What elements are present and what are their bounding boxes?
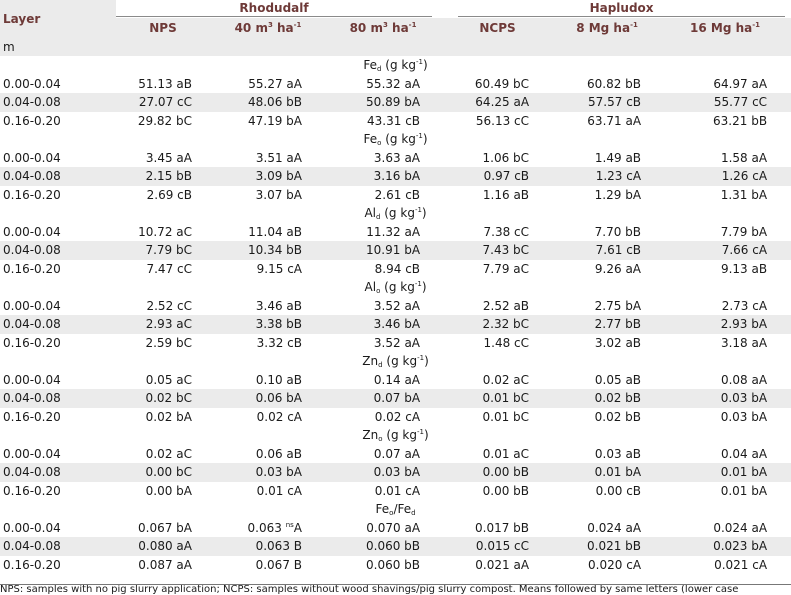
value-cell: 0.00 bB <box>482 483 530 498</box>
value-cell: 0.02 bB <box>594 409 642 424</box>
value-cell: 3.46 aB <box>255 298 302 313</box>
section-title: $Fe_o/Fe_d$ <box>375 502 416 518</box>
section-header-row <box>0 352 791 371</box>
value-cell: 0.00 bA <box>145 483 192 498</box>
value-cell: 3.02 aB <box>594 335 642 350</box>
section-title: $Zn_d$ (g $kg^{-1}$) <box>362 354 429 370</box>
value-cell: 0.00 bC <box>116 463 216 482</box>
value-cell: 0.01 cA <box>256 483 302 498</box>
value-cell: 2.93 bA <box>665 315 791 334</box>
value-cell: 0.00 cB <box>595 483 642 498</box>
value-cell: 60.49 bC <box>474 76 530 91</box>
table-row <box>0 334 791 353</box>
value-cell: 3.38 bB <box>216 315 326 334</box>
value-cell: 60.82 bB <box>587 76 642 91</box>
value-cell: 55.27 aA <box>248 76 302 91</box>
value-cell: 0.02 bB <box>555 389 665 408</box>
value-cell: 3.52 aA <box>373 298 421 313</box>
value-cell: 55.77 cC <box>665 93 791 112</box>
value-cell: 0.087 aA <box>138 557 192 572</box>
value-cell: 0.023 bA <box>665 537 791 556</box>
value-cell: 57.57 cB <box>555 93 665 112</box>
value-cell: 0.024 aA <box>713 520 768 535</box>
table-row <box>0 537 791 556</box>
value-cell: 56.13 cC <box>475 113 530 128</box>
value-cell: 0.060 bB <box>326 537 446 556</box>
value-cell: 0.01 bA <box>720 483 768 498</box>
layer-column-header: Layer <box>0 0 116 38</box>
value-cell: 0.97 cB <box>446 167 555 186</box>
value-cell: 0.080 aA <box>116 537 216 556</box>
value-cell: 7.43 bC <box>446 241 555 260</box>
value-cell: 1.58 aA <box>720 150 768 165</box>
value-cell: 3.32 cB <box>256 335 302 350</box>
value-cell: 48.06 bB <box>216 93 326 112</box>
value-cell: 29.82 bC <box>137 113 192 128</box>
hapludox-group-header: Hapludox <box>446 0 791 18</box>
table-row <box>0 93 791 112</box>
layer-cell: 0.04-0.08 <box>0 389 116 408</box>
value-cell: 0.01 bC <box>482 409 530 424</box>
layer-cell: 0.16-0.20 <box>3 557 61 572</box>
value-cell: 3.63 aA <box>373 150 421 165</box>
table-row <box>0 223 791 242</box>
value-cell: 63.21 bB <box>713 113 768 128</box>
value-cell: 0.03 aB <box>594 446 642 461</box>
value-cell: 0.08 aA <box>720 372 768 387</box>
value-cell: 0.06 bA <box>216 389 326 408</box>
value-cell: 0.07 aA <box>373 446 421 461</box>
value-cell: 2.52 aB <box>482 298 530 313</box>
column-header-80-m3: 80 $m^3$ $ha^{-1}$ <box>326 18 446 38</box>
section-header-row <box>0 204 791 223</box>
value-cell: 0.067 bA <box>138 520 192 535</box>
layer-cell: 0.04-0.08 <box>0 463 116 482</box>
value-cell: 0.017 bB <box>475 520 530 535</box>
value-cell: 10.91 bA <box>326 241 446 260</box>
value-cell: 10.34 bB <box>216 241 326 260</box>
value-cell: 0.02 bC <box>116 389 216 408</box>
section-header-row <box>0 56 791 75</box>
value-cell: 0.03 bA <box>720 409 768 424</box>
section-header-row <box>0 426 791 445</box>
value-cell: 1.31 bA <box>720 187 768 202</box>
value-cell: 9.15 cA <box>256 261 302 276</box>
layer-cell: 0.04-0.08 <box>0 241 116 260</box>
value-cell: 1.48 cC <box>483 335 530 350</box>
value-cell: 7.61 cB <box>555 241 665 260</box>
value-cell: 1.49 aB <box>594 150 642 165</box>
layer-cell: 0.00-0.04 <box>3 446 61 461</box>
value-cell: 0.01 bA <box>555 463 665 482</box>
value-cell: 0.05 aC <box>145 372 192 387</box>
value-cell: 0.03 bA <box>665 389 791 408</box>
section-title: $Al_d$ (g $kg^{-1}$) <box>364 206 427 222</box>
value-cell: 0.063 $^{ns}$A <box>247 520 302 535</box>
value-cell: 0.14 aA <box>373 372 421 387</box>
layer-cell: 0.00-0.04 <box>3 224 61 239</box>
value-cell: 0.070 aA <box>366 520 421 535</box>
value-cell: 3.51 aA <box>255 150 302 165</box>
value-cell: 0.01 cA <box>374 483 421 498</box>
layer-cell: 0.00-0.04 <box>3 520 61 535</box>
ns-marker: ns <box>285 520 294 529</box>
layer-cell: 0.16-0.20 <box>3 113 61 128</box>
table-row <box>0 149 791 168</box>
rhodudalf-group-header: Rhodudalf <box>116 0 446 18</box>
value-cell: 1.06 bC <box>482 150 530 165</box>
section-header-row <box>0 130 791 149</box>
value-cell: 0.02 aC <box>482 372 530 387</box>
table-footnote: NPS: samples with no pig slurry application; NCPS: samples without wood shavings/pig slurry compost. Means followed by same letters (lower case <box>0 584 791 595</box>
value-cell: 0.021 cA <box>714 557 768 572</box>
value-cell: 1.29 bA <box>594 187 642 202</box>
value-cell: 0.021 aA <box>475 557 530 572</box>
value-cell: 50.89 bA <box>326 93 446 112</box>
value-cell: 0.020 cA <box>588 557 642 572</box>
value-cell: 0.021 bB <box>555 537 665 556</box>
value-cell: 7.70 bB <box>594 224 642 239</box>
value-cell: 3.45 aA <box>145 150 192 165</box>
table-row <box>0 519 791 538</box>
value-cell: 55.32 aA <box>366 76 421 91</box>
table-header <box>0 0 791 38</box>
value-cell: 0.03 bA <box>216 463 326 482</box>
value-cell: 0.015 cC <box>446 537 555 556</box>
value-cell: 47.19 bA <box>248 113 302 128</box>
value-cell: 0.10 aB <box>255 372 302 387</box>
table-row <box>0 445 791 464</box>
value-cell: 0.04 aA <box>720 446 768 461</box>
value-cell: 0.02 cA <box>256 409 302 424</box>
value-cell: 2.52 cC <box>146 298 192 313</box>
layer-cell: 0.00-0.04 <box>3 76 61 91</box>
table-row <box>0 371 791 390</box>
depth-unit-label: m <box>0 38 791 56</box>
layer-cell: 0.16-0.20 <box>3 483 61 498</box>
value-cell: 3.16 bA <box>326 167 446 186</box>
value-cell: 2.15 bB <box>116 167 216 186</box>
value-cell: 27.07 cC <box>116 93 216 112</box>
table-row <box>0 75 791 94</box>
layer-cell: 0.16-0.20 <box>3 187 61 202</box>
value-cell: 43.31 cB <box>367 113 421 128</box>
value-cell: 0.03 bA <box>326 463 446 482</box>
value-cell: 0.024 aA <box>587 520 642 535</box>
layer-cell: 0.00-0.04 <box>3 150 61 165</box>
layer-cell: 0.04-0.08 <box>0 537 116 556</box>
value-cell: 7.38 cC <box>483 224 530 239</box>
value-cell: 0.01 bC <box>446 389 555 408</box>
value-cell: 7.47 cC <box>146 261 192 276</box>
layer-cell: 0.04-0.08 <box>0 93 116 112</box>
value-cell: 3.52 aA <box>373 335 421 350</box>
value-cell: 8.94 cB <box>374 261 421 276</box>
table-row <box>0 186 791 205</box>
section-title: $Al_o$ (g $kg^{-1}$) <box>364 280 427 296</box>
value-cell: 0.01 aC <box>482 446 530 461</box>
value-cell: 2.61 cB <box>374 187 421 202</box>
value-cell: 11.04 aB <box>248 224 302 239</box>
value-cell: 0.00 bB <box>446 463 555 482</box>
value-cell: 2.93 aC <box>116 315 216 334</box>
value-cell: 1.23 cA <box>555 167 665 186</box>
section-header-row <box>0 500 791 519</box>
value-cell: 7.79 aC <box>482 261 530 276</box>
value-cell: 63.71 aA <box>587 113 642 128</box>
table-row <box>0 297 791 316</box>
value-cell: 0.06 aB <box>255 446 302 461</box>
value-cell: 7.66 cA <box>665 241 791 260</box>
value-cell: 9.26 aA <box>594 261 642 276</box>
value-cell: 1.16 aB <box>482 187 530 202</box>
value-cell: 0.02 cA <box>374 409 421 424</box>
table-row <box>0 241 791 260</box>
value-cell: 0.01 bA <box>665 463 791 482</box>
column-header-nps: NPS <box>116 18 216 38</box>
value-cell: 64.97 aA <box>713 76 768 91</box>
value-cell: 3.07 bA <box>255 187 302 202</box>
value-cell: 0.060 bB <box>366 557 421 572</box>
column-header-ncps: NCPS <box>446 18 555 38</box>
table-row <box>0 408 791 427</box>
value-cell: 0.02 aC <box>145 446 192 461</box>
value-cell: 51.13 aB <box>138 76 192 91</box>
value-cell: 0.063 B <box>216 537 326 556</box>
value-cell: 0.05 aB <box>594 372 642 387</box>
layer-cell: 0.00-0.04 <box>3 372 61 387</box>
table-body <box>0 38 791 574</box>
table-row <box>0 260 791 279</box>
value-cell: 10.72 aC <box>138 224 192 239</box>
value-cell: 2.73 cA <box>721 298 768 313</box>
table-row <box>0 556 791 575</box>
value-cell: 9.13 aB <box>720 261 768 276</box>
value-cell: 0.07 bA <box>326 389 446 408</box>
layer-cell: 0.16-0.20 <box>3 261 61 276</box>
table-row <box>0 389 791 408</box>
value-cell: 3.09 bA <box>216 167 326 186</box>
column-header-40-m3: 40 $m^3$ $ha^{-1}$ <box>216 18 326 38</box>
section-header-row <box>0 278 791 297</box>
value-cell: 2.69 cB <box>146 187 192 202</box>
value-cell: 0.02 bA <box>145 409 192 424</box>
column-header-8-mg: 8 Mg $ha^{-1}$ <box>555 18 665 38</box>
value-cell: 7.79 bC <box>116 241 216 260</box>
table-row <box>0 112 791 131</box>
table-row <box>0 315 791 334</box>
value-cell: 11.32 aA <box>366 224 421 239</box>
table-row <box>0 482 791 501</box>
value-cell: 0.067 B <box>255 557 302 572</box>
layer-cell: 0.04-0.08 <box>0 315 116 334</box>
value-cell: 2.32 bC <box>446 315 555 334</box>
layer-cell: 0.16-0.20 <box>3 335 61 350</box>
column-header-16-mg: 16 Mg $ha^{-1}$ <box>665 18 791 38</box>
section-title: $Fe_o$ (g $kg^{-1}$) <box>363 132 428 148</box>
layer-cell: 0.04-0.08 <box>0 167 116 186</box>
layer-cell: 0.00-0.04 <box>3 298 61 313</box>
value-cell: 2.59 bC <box>145 335 192 350</box>
value-cell: 1.26 cA <box>665 167 791 186</box>
table-row <box>0 167 791 186</box>
layer-cell: 0.16-0.20 <box>3 409 61 424</box>
value-cell: 3.46 bA <box>326 315 446 334</box>
section-title: $Zn_o$ (g $kg^{-1}$) <box>362 428 429 444</box>
value-cell: 7.79 bA <box>720 224 768 239</box>
table-row <box>0 463 791 482</box>
value-cell: 3.18 aA <box>720 335 768 350</box>
section-title: $Fe_d$ (g $kg^{-1}$) <box>363 58 428 74</box>
value-cell: 64.25 aA <box>446 93 555 112</box>
value-cell: 2.75 bA <box>594 298 642 313</box>
value-cell: 2.77 bB <box>555 315 665 334</box>
